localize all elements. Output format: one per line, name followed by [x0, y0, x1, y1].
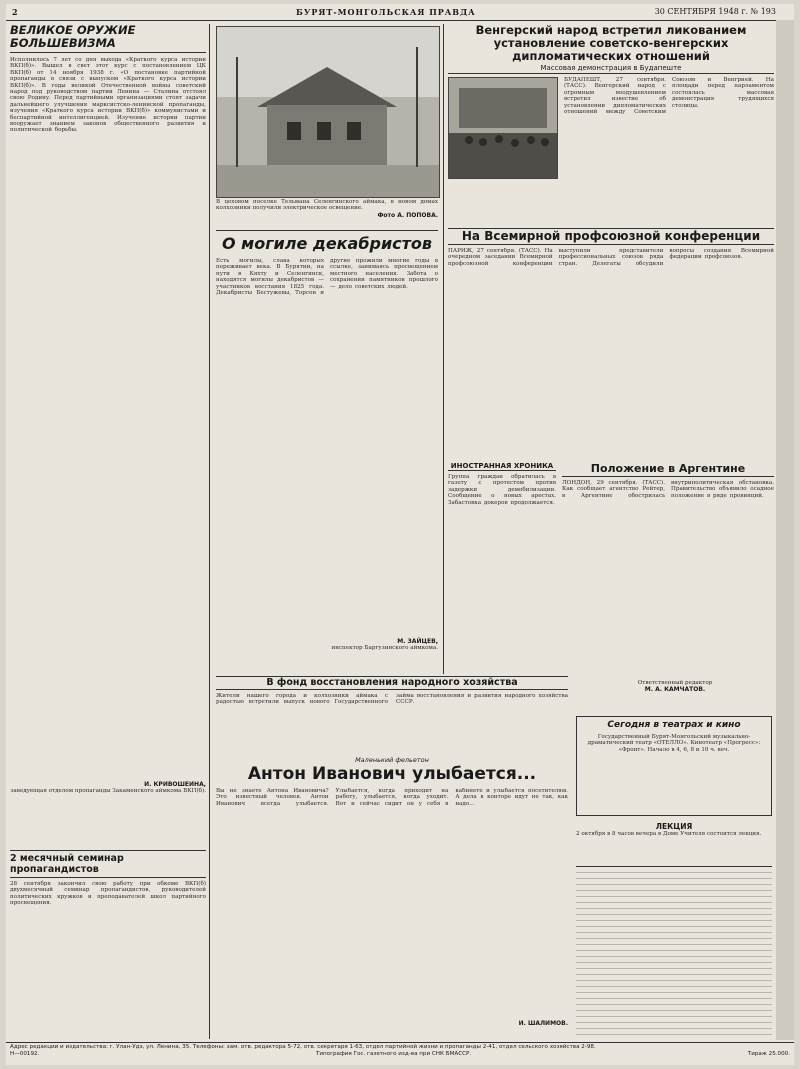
editor-label: Ответственный редактор	[637, 680, 713, 686]
decembrists-headline: О могиле декабристов	[216, 230, 438, 254]
column-rule-right	[443, 24, 444, 674]
decembrists-signature: М. ЗАЙЦЕВ,	[397, 638, 438, 645]
feuilleton-article	[216, 756, 568, 1040]
wftu-article	[448, 228, 774, 458]
footer-address: Адрес редакции и издательства: г. Улан-Удэ, ул. Ленина, 35. Телефоны: зам. отв. редактора 5-72, отв. секретаря 1-63, отдел партийной жизни и пропаганды 2-41, отдел сельского хозяйства 2-98.	[10, 1044, 596, 1050]
left-signature: И. КРИВОШЕИНА,	[144, 781, 206, 788]
newspaper-page	[6, 4, 794, 1065]
foreign-chronicle	[448, 462, 556, 672]
argentina-body: ЛОНДОН, 29 сентября. (ТАСС). Как сообщает агентство Рейтер, в Аргентине обострилась внутриполитическая обстановка. Правительство объявило осадное положение в ряде провинций.	[562, 480, 774, 499]
photo-caption-block	[216, 199, 438, 227]
seminar-headline: 2 месячный семинар пропагандистов	[10, 850, 206, 878]
feuilleton-kicker: Маленький фельетон	[355, 756, 429, 764]
announcements-lines	[576, 866, 772, 1037]
next-page-edge	[776, 20, 794, 1040]
lecture-body: 2 октября в 8 часов вечера в Доме Учителя состоится лекция.	[576, 831, 762, 837]
lecture-box	[576, 822, 772, 862]
wftu-body: ПАРИЖ, 27 сентября. (ТАСС). На очередном заседании Всемирной профсоюзной конференции выступили представители профессиональных союзов ряда стран. Делегаты обсудили вопросы создания Всемирной федерации профсоюзов.	[448, 248, 774, 267]
issue-date: 30 СЕНТЯБРЯ 1948 г. № 193	[654, 7, 776, 16]
hungary-content	[448, 77, 774, 224]
editor-block	[576, 680, 774, 710]
photo-caption: В цеховом поселке Тельмана Селенгинского аймака, в новом домах колхозники получили электрическое освещение.	[216, 199, 438, 212]
wftu-headline: На Всемирной профсоюзной конференции	[448, 228, 774, 245]
footer-order: Н—00192.	[10, 1051, 40, 1057]
demonstration-photo-image	[449, 78, 557, 178]
left-article	[10, 24, 206, 844]
seminar-article	[10, 850, 206, 1040]
column-rule	[209, 24, 210, 1039]
restore-article	[216, 676, 568, 750]
announcements	[576, 866, 772, 1040]
feuilleton-signature: И. ШАЛИМОВ.	[518, 1020, 568, 1027]
village-photo-image	[217, 27, 439, 197]
photo-credit: Фото А. ПОПОВА.	[377, 211, 438, 219]
demonstration-photo	[448, 77, 558, 179]
decembrists-signature-sub: инспектор Баргузинского аймкома.	[331, 645, 438, 651]
theatre-body: Государственный Бурят-Монгольский музыкально-драматический театр «ОТЕЛЛО». Кинотеатр «Прогресс»: «Фронт». Начало в 4, 6, 8 и 10 ч. веч.	[587, 734, 761, 753]
editor-name: М. А. КАМЧАТОВ.	[644, 686, 706, 694]
decembrists-body: Есть могилы, слава которых переживает века. В Бурятии, на пути в Кяхту и Селенгинск, находятся могилы декабристов — участников восстания 1825 года. Декабристы Бестужевы, Торсон и другие прожили многие годы в ссылке, занимаясь просвещением местного населения. Забота о сохранении памятников прошлого — дело советских людей.	[216, 258, 438, 297]
seminar-body: 28 сентября закончил свою работу при обкоме ВКП(б) двухмесячный семинар пропагандистов, руководителей политических кружков и преподавателей школ партийного просвещения.	[10, 881, 206, 907]
page-number: 2	[12, 7, 18, 17]
hungary-subhead: Массовая демонстрация в Будапеште	[448, 63, 774, 74]
village-photo	[216, 26, 440, 198]
paper-name: БУРЯТ-МОНГОЛЬСКАЯ ПРАВДА	[296, 7, 476, 17]
left-signature-sub: заведующая отделом пропаганды Закаменского аймкома ВКП(б).	[10, 788, 206, 794]
hungary-body: БУДАПЕШТ, 27 сентября. (ТАСС). Венгерский народ с огромным воодушевлением встретил известие об установлении дипломатических отношений между Советским Союзом и Венгрией. На площади перед парламентом состоялась массовая демонстрация трудящихся столицы.	[564, 77, 774, 116]
hungary-headline: Венгерский народ встретил ликованием установление советско-венгерских дипломатических отношений	[475, 24, 747, 63]
masthead	[6, 4, 794, 21]
feuilleton-headline: Антон Иванович улыбается...	[247, 764, 537, 784]
footer	[6, 1042, 794, 1065]
lecture-headline: ЛЕКЦИЯ	[655, 822, 693, 831]
argentina-headline: Положение в Аргентине	[562, 462, 774, 477]
left-body: Исполнилось 7 лет со дня выхода «Краткого курса истории ВКП(б)». Вышел в свет этот курс с постановлением ЦК ВКП(б) от 14 ноября 1938 г. «О постановке партийной пропаганды в связи с выпуском «Краткого курса истории ВКП(б)». В годы великой Отечественной войны советский народ под руководством партии Ленина — Сталина отстоял свою Родину. Перед партийными организациями стоят задачи дальнейшего улучшения марксистско-ленинской пропаганды, изучения «Краткого курса истории ВКП(б)» коммунистами и беспартийной интеллигенцией. Изучение истории партии вооружает знанием законов общественного развития и политической борьбы.	[10, 57, 206, 134]
left-headline: ВЕЛИКОЕ ОРУЖИЕ БОЛЬШЕВИЗМА	[10, 24, 206, 53]
decembrists-article	[216, 230, 438, 670]
theatre-headline: Сегодня в театрах и кино	[607, 720, 741, 730]
restore-body: Жители нашего города и колхозники аймака с радостью встретили выпуск нового Государственного займа восстановления и развития народного хозяйства СССР.	[216, 693, 568, 706]
restore-headline: В фонд восстановления народного хозяйства	[216, 676, 568, 690]
argentina-article	[562, 462, 774, 672]
foreign-chronicle-head: ИНОСТРАННАЯ ХРОНИКА	[448, 462, 556, 471]
theatre-box	[576, 716, 772, 816]
announcements-body	[576, 866, 772, 1040]
footer-meta	[6, 1051, 794, 1058]
hungary-article	[448, 24, 774, 224]
footer-circulation: Тираж 25.000.	[747, 1051, 790, 1057]
foreign-chronicle-body: Группа граждан обратилась в газету с протестом против задержки демобилизации. Сообщение о новых арестах. Забастовка докеров продолжается.	[448, 474, 556, 506]
footer-printer: Типография Гос. газетного изд-ва при СНК БМАССР.	[315, 1051, 472, 1057]
feuilleton-body: Вы не знаете Антона Ивановича? Это известный человек. Антон Иванович всегда улыбается. Улыбается, когда приходит на работу, улыбается, когда уходит. Вот и сейчас сидит он у себя в кабинете и улыбается посетителям. А дела в конторе идут не так, как надо...	[216, 788, 568, 807]
